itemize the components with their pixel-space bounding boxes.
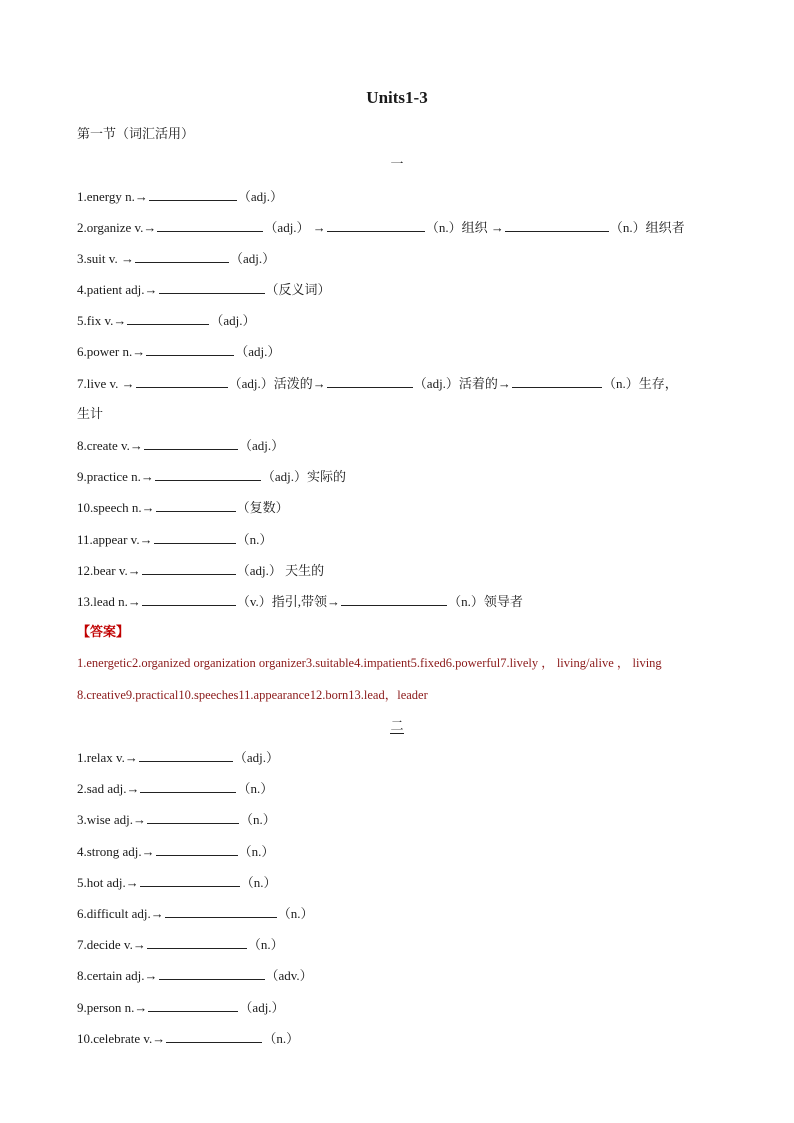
exercise-item: 11.appear v.→ （n.）	[77, 532, 273, 547]
exercise-item: 12.bear v.→ （adj.） 天生的	[77, 563, 325, 578]
exercise-item: 1.energy n.→ （adj.）	[77, 189, 284, 204]
exercise-item: 5.hot adj.→ （n.）	[77, 875, 277, 890]
exercise-item: 8.certain adj.→ （adv.）	[77, 968, 313, 983]
answer-text: 1.energetic2.organized organization organizer3.suitable4.impatient5.fixed6.powerful7.lively ， living/alive ， living	[77, 656, 662, 670]
answer-text: 8.creative9.practical10.speeches11.appearance12.born13.lead，leader	[77, 688, 428, 702]
exercise-item: 13.lead n.→ （v.）指引,带领→ （n.）领导者	[77, 594, 523, 609]
section-heading: 第一节（词汇活用）	[77, 126, 195, 141]
exercise-item: 3.suit v. → （adj.）	[77, 251, 276, 266]
page-title: Units1-3	[366, 88, 428, 107]
exercise-item: 6.difficult adj.→ （n.）	[77, 906, 314, 921]
exercise-item: 10.celebrate v.→ （n.）	[77, 1031, 300, 1046]
exercise-item: 3.wise adj.→ （n.）	[77, 812, 276, 827]
exercise-item: 5.fix v.→ （adj.）	[77, 313, 256, 328]
exercise-item: 7.live v. → （adj.）活泼的→ （adj.）活着的→ （n.）生存，	[77, 376, 678, 391]
exercise-item: 7.decide v.→ （n.）	[77, 937, 284, 952]
exercise-item: 9.person n.→ （adj.）	[77, 1000, 285, 1015]
exercise-item: 4.strong adj.→ （n.）	[77, 844, 275, 859]
exercise-item: 9.practice n.→ （adj.）实际的	[77, 469, 347, 484]
exercise-item: 6.power n.→ （adj.）	[77, 344, 281, 359]
exercise-item: 4.patient adj.→ （反义词）	[77, 282, 331, 297]
part-two-mark: 二	[390, 718, 404, 733]
part-one-mark: 一	[390, 156, 404, 171]
exercise-item: 2.organize v.→ （adj.） → （n.）组织 → （n.）组织者	[77, 220, 685, 235]
exercise-item: 2.sad adj.→ （n.）	[77, 781, 274, 796]
exercise-item: 8.create v.→ （adj.）	[77, 438, 285, 453]
answer-label: 【答案】	[77, 624, 130, 639]
exercise-item-continuation: 生计	[77, 406, 104, 421]
exercise-item: 10.speech n.→ （复数）	[77, 500, 289, 515]
exercise-item: 1.relax v.→ （adj.）	[77, 750, 280, 765]
